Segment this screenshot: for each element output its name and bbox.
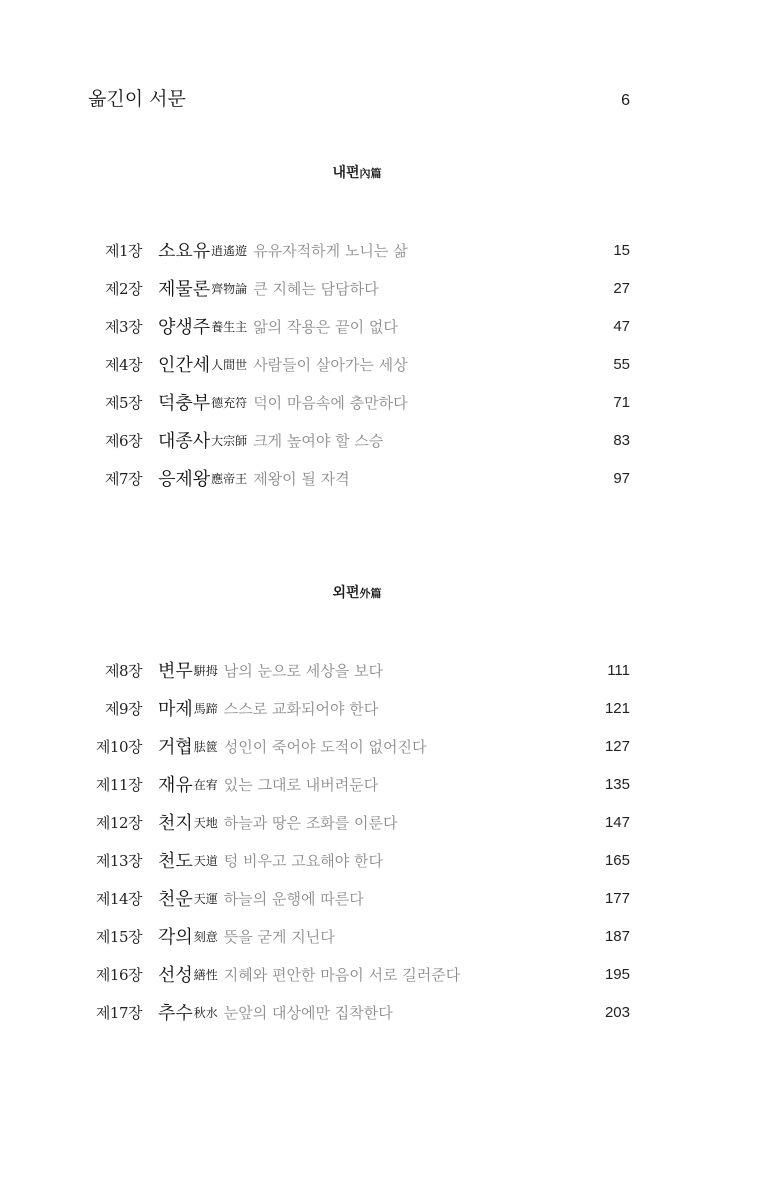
chapter-subtitle: 유유자적하게 노니는 삶	[253, 241, 408, 260]
toc-entry[interactable]	[80, 269, 630, 307]
chapter-number: 제5장	[104, 393, 142, 412]
chapter-page: 15	[613, 241, 630, 259]
chapter-page: 147	[604, 813, 630, 831]
section-title: 내편	[332, 165, 360, 181]
toc-entry[interactable]	[80, 765, 630, 803]
chapter-number: 제10장	[95, 737, 142, 756]
toc-entry[interactable]	[80, 841, 630, 879]
chapter-hanja: 胠篋	[193, 739, 218, 754]
chapter-title: 변무	[158, 661, 193, 682]
chapter-title: 응제왕	[158, 469, 211, 490]
chapter-page: 187	[604, 927, 630, 945]
chapter-title: 천운	[158, 889, 193, 910]
chapter-subtitle: 성인이 죽어야 도적이 없어진다	[223, 737, 427, 756]
chapter-title: 소요유	[158, 241, 211, 262]
chapter-number: 제2장	[104, 279, 142, 298]
chapter-subtitle: 텅 비우고 고요해야 한다	[223, 851, 384, 870]
chapter-subtitle: 스스로 교화되어야 한다	[223, 699, 379, 718]
chapter-subtitle: 덕이 마음속에 충만하다	[253, 393, 408, 412]
chapter-hanja: 大宗師	[211, 433, 248, 448]
chapter-subtitle: 제왕이 될 자격	[253, 469, 350, 488]
chapter-number: 제8장	[104, 661, 142, 680]
chapter-hanja: 秋水	[193, 1005, 218, 1020]
toc-entry[interactable]	[80, 231, 630, 269]
chapter-number: 제15장	[95, 927, 142, 946]
chapter-page: 127	[604, 737, 630, 755]
chapter-title: 추수	[158, 1003, 193, 1024]
section-hanja: 外篇	[359, 587, 382, 600]
chapter-number: 제11장	[95, 775, 142, 794]
chapter-hanja: 養生主	[211, 319, 248, 334]
chapter-title: 각의	[158, 927, 193, 948]
chapter-subtitle: 큰 지혜는 담담하다	[253, 279, 379, 298]
chapter-page: 165	[604, 851, 630, 869]
chapter-hanja: 天地	[193, 815, 218, 830]
chapter-page: 121	[604, 699, 630, 717]
chapter-title: 천지	[158, 813, 193, 834]
toc-entry[interactable]	[80, 651, 630, 689]
toc-entry[interactable]	[80, 459, 630, 497]
chapter-hanja: 馬蹄	[193, 701, 218, 716]
chapter-subtitle: 남의 눈으로 세상을 보다	[223, 661, 384, 680]
section-hanja: 內篇	[359, 167, 382, 180]
section-title: 외편	[332, 585, 360, 601]
chapter-number: 제16장	[95, 965, 142, 984]
chapter-number: 제7장	[104, 469, 142, 488]
toc-entry[interactable]	[80, 345, 630, 383]
chapter-title: 거협	[158, 737, 193, 758]
toc-entry[interactable]	[80, 421, 630, 459]
chapter-title: 대종사	[158, 431, 211, 452]
chapter-subtitle: 하늘의 운행에 따른다	[223, 889, 364, 908]
chapter-page: 177	[604, 889, 630, 907]
toc-entry-preface[interactable]	[88, 84, 630, 111]
chapter-hanja: 人間世	[211, 357, 248, 372]
chapter-number: 제14장	[95, 889, 142, 908]
toc-entry[interactable]	[80, 803, 630, 841]
chapter-page: 135	[604, 775, 630, 793]
chapter-subtitle: 지혜와 편안한 마음이 서로 길러준다	[223, 965, 461, 984]
section-heading-inner	[0, 162, 714, 182]
chapter-page: 203	[604, 1003, 630, 1021]
chapter-number: 제1장	[104, 241, 142, 260]
chapter-page: 55	[613, 355, 630, 373]
chapter-title: 천도	[158, 851, 193, 872]
chapter-number: 제4장	[104, 355, 142, 374]
toc-entry[interactable]	[80, 917, 630, 955]
chapter-page: 97	[613, 469, 630, 487]
section-heading-outer	[0, 582, 714, 602]
chapter-hanja: 繕性	[193, 967, 218, 982]
chapter-number: 제12장	[95, 813, 142, 832]
toc-entry[interactable]	[80, 727, 630, 765]
chapter-page: 195	[604, 965, 630, 983]
chapter-subtitle: 있는 그대로 내버려둔다	[223, 775, 379, 794]
chapter-subtitle: 사람들이 살아가는 세상	[253, 355, 408, 374]
chapter-title: 제물론	[158, 279, 211, 300]
chapter-hanja: 天道	[193, 853, 218, 868]
chapter-number: 제3장	[104, 317, 142, 336]
chapter-hanja: 德充符	[211, 395, 248, 410]
chapter-page: 83	[613, 431, 630, 449]
chapter-title: 양생주	[158, 317, 211, 338]
chapter-title: 선성	[158, 965, 193, 986]
toc-entry[interactable]	[80, 689, 630, 727]
chapter-subtitle: 하늘과 땅은 조화를 이룬다	[223, 813, 398, 832]
chapter-number: 제9장	[104, 699, 142, 718]
toc-entry[interactable]	[80, 383, 630, 421]
toc-list-outer	[80, 651, 630, 1031]
chapter-title: 인간세	[158, 355, 211, 376]
chapter-subtitle: 눈앞의 대상에만 집착한다	[223, 1003, 393, 1022]
chapter-subtitle: 뜻을 굳게 지닌다	[223, 927, 335, 946]
chapter-page: 111	[607, 661, 630, 679]
chapter-title: 재유	[158, 775, 193, 796]
chapter-hanja: 應帝王	[211, 471, 248, 486]
chapter-page: 27	[613, 279, 630, 297]
chapter-number: 제6장	[104, 431, 142, 450]
chapter-hanja: 齊物論	[211, 281, 248, 296]
toc-entry[interactable]	[80, 993, 630, 1031]
chapter-hanja: 騈拇	[193, 663, 218, 678]
preface-page: 6	[621, 92, 630, 109]
chapter-title: 마제	[158, 699, 193, 720]
toc-entry[interactable]	[80, 879, 630, 917]
chapter-subtitle: 앎의 작용은 끝이 없다	[253, 317, 398, 336]
toc-entry[interactable]	[80, 307, 630, 345]
chapter-page: 47	[613, 317, 630, 335]
toc-list-inner	[80, 231, 630, 497]
chapter-number: 제13장	[95, 851, 142, 870]
chapter-hanja: 在宥	[193, 777, 218, 792]
chapter-title: 덕충부	[158, 393, 211, 414]
preface-title: 옮긴이 서문	[88, 88, 186, 110]
chapter-hanja: 逍遙遊	[211, 243, 248, 258]
chapter-hanja: 刻意	[193, 929, 218, 944]
toc-entry[interactable]	[80, 955, 630, 993]
chapter-hanja: 天運	[193, 891, 218, 906]
chapter-number: 제17장	[95, 1003, 142, 1022]
chapter-page: 71	[613, 393, 630, 411]
chapter-subtitle: 크게 높여야 할 스승	[253, 431, 384, 450]
